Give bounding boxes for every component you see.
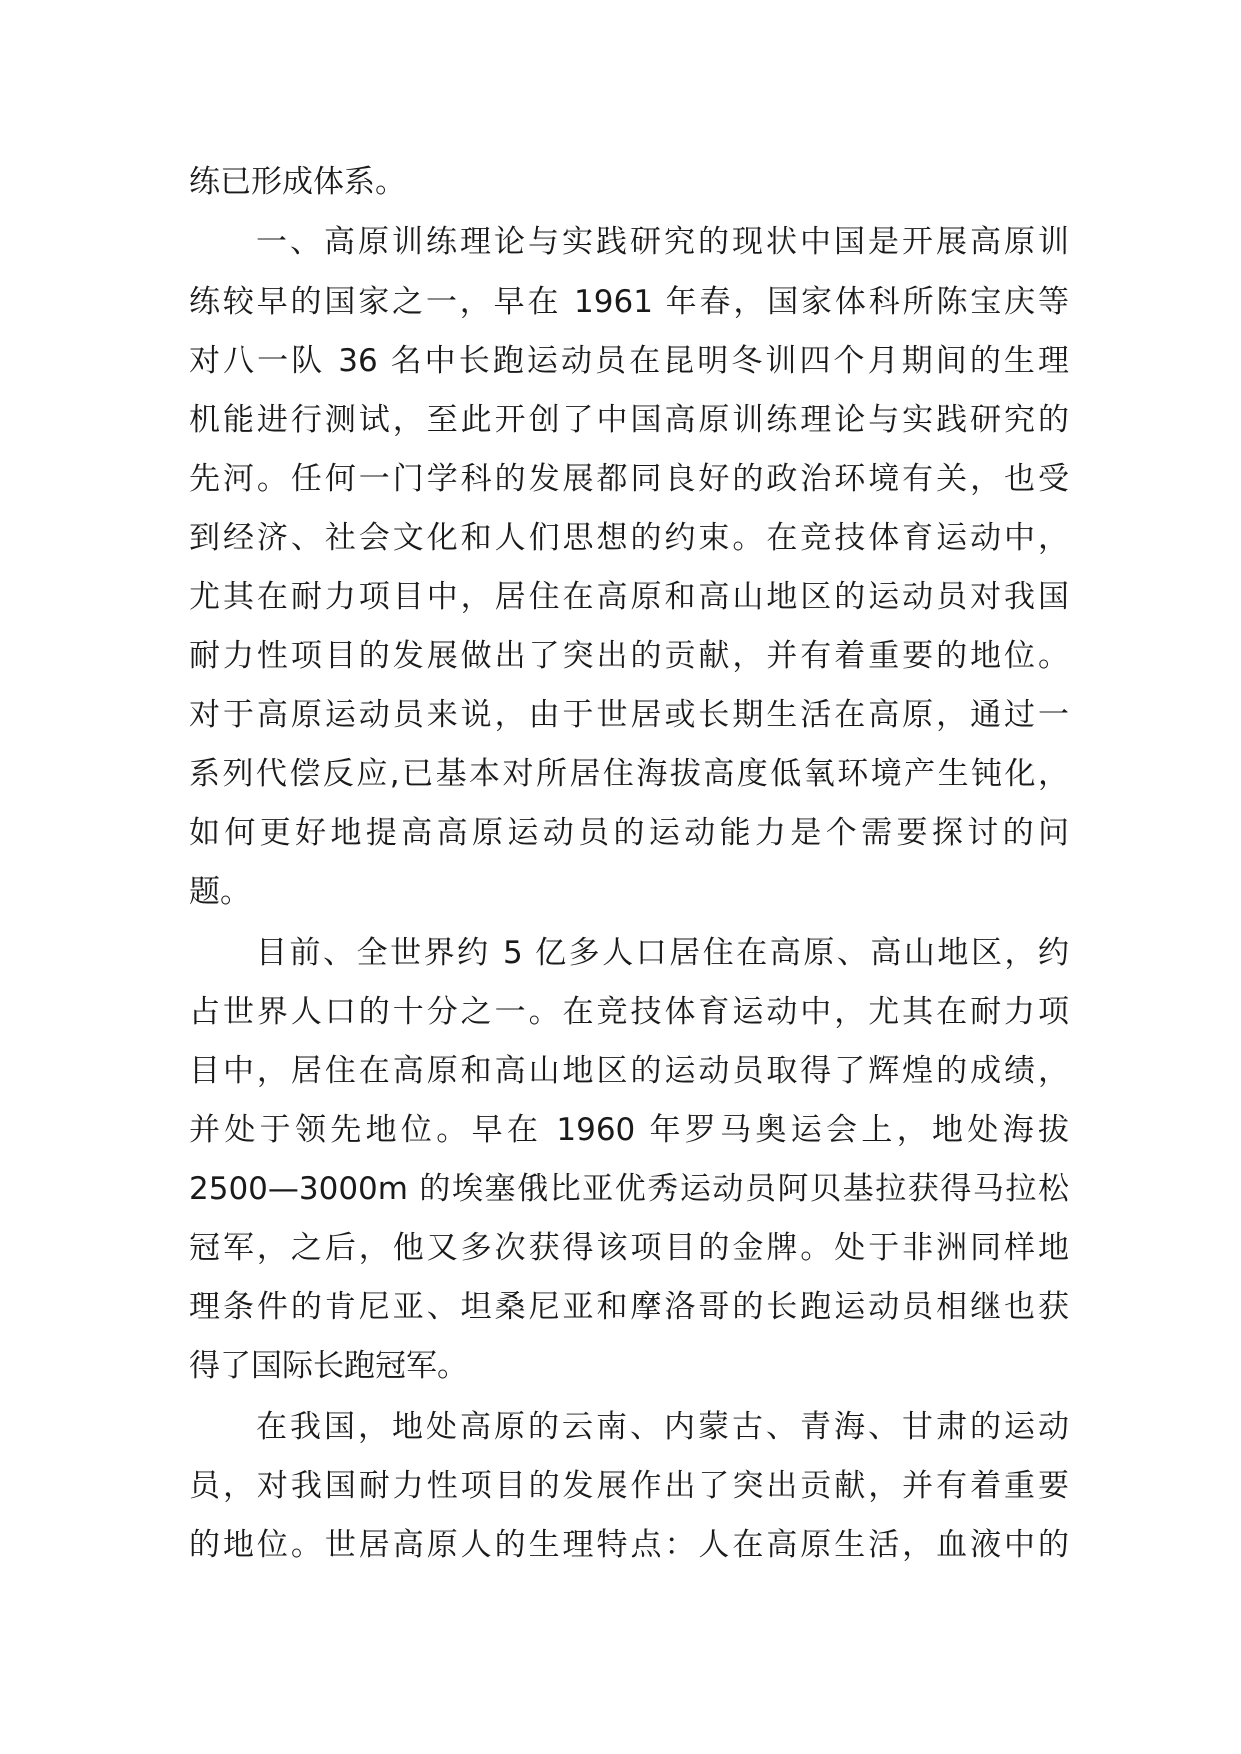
- text-line: 并处于领先地位。早在 1960 年罗马奥运会上，地处海拔: [189, 1112, 1069, 1148]
- text-line: 先河。任何一门学科的发展都同良好的政治环境有关，也受: [189, 461, 1069, 497]
- text-line: 题。: [189, 874, 251, 910]
- text-line: 机能进行测试，至此开创了中国高原训练理论与实践研究的: [189, 402, 1069, 438]
- text-line: 2500—3000m 的埃塞俄比亚优秀运动员阿贝基拉获得马拉松: [189, 1171, 1069, 1207]
- text-line: 目前、全世界约 5 亿多人口居住在高原、高山地区，约: [256, 935, 1069, 971]
- text-line: 目中，居住在高原和高山地区的运动员取得了辉煌的成绩，: [189, 1053, 1069, 1089]
- text-line: 得了国际长跑冠军。: [189, 1348, 468, 1384]
- text-line: 理条件的肯尼亚、坦桑尼亚和摩洛哥的长跑运动员相继也获: [189, 1289, 1069, 1325]
- text-line: 对八一队 36 名中长跑运动员在昆明冬训四个月期间的生理: [189, 343, 1069, 379]
- text-line: 系列代偿反应,已基本对所居住海拔高度低氧环境产生钝化，: [189, 756, 1069, 792]
- text-line: 练较早的国家之一，早在 1961 年春，国家体科所陈宝庆等: [189, 284, 1069, 320]
- text-line: 员，对我国耐力性项目的发展作出了突出贡献，并有着重要: [189, 1468, 1069, 1504]
- text-line: 耐力性项目的发展做出了突出的贡献，并有着重要的地位。: [189, 638, 1069, 674]
- text-line: 练已形成体系。: [189, 164, 406, 200]
- text-line: 尤其在耐力项目中，居住在高原和高山地区的运动员对我国: [189, 579, 1069, 615]
- text-line: 对于高原运动员来说，由于世居或长期生活在高原，通过一: [189, 697, 1069, 733]
- text-line: 冠军，之后，他又多次获得该项目的金牌。处于非洲同样地: [189, 1230, 1069, 1266]
- text-line: 一、高原训练理论与实践研究的现状中国是开展高原训: [256, 224, 1069, 260]
- text-line: 在我国，地处高原的云南、内蒙古、青海、甘肃的运动: [256, 1409, 1069, 1445]
- text-line: 占世界人口的十分之一。在竞技体育运动中，尤其在耐力项: [189, 994, 1069, 1030]
- text-line: 到经济、社会文化和人们思想的约束。在竞技体育运动中，: [189, 520, 1069, 556]
- text-line: 的地位。世居高原人的生理特点：人在高原生活，血液中的: [189, 1527, 1069, 1563]
- text-line: 如何更好地提高高原运动员的运动能力是个需要探讨的问: [189, 815, 1069, 851]
